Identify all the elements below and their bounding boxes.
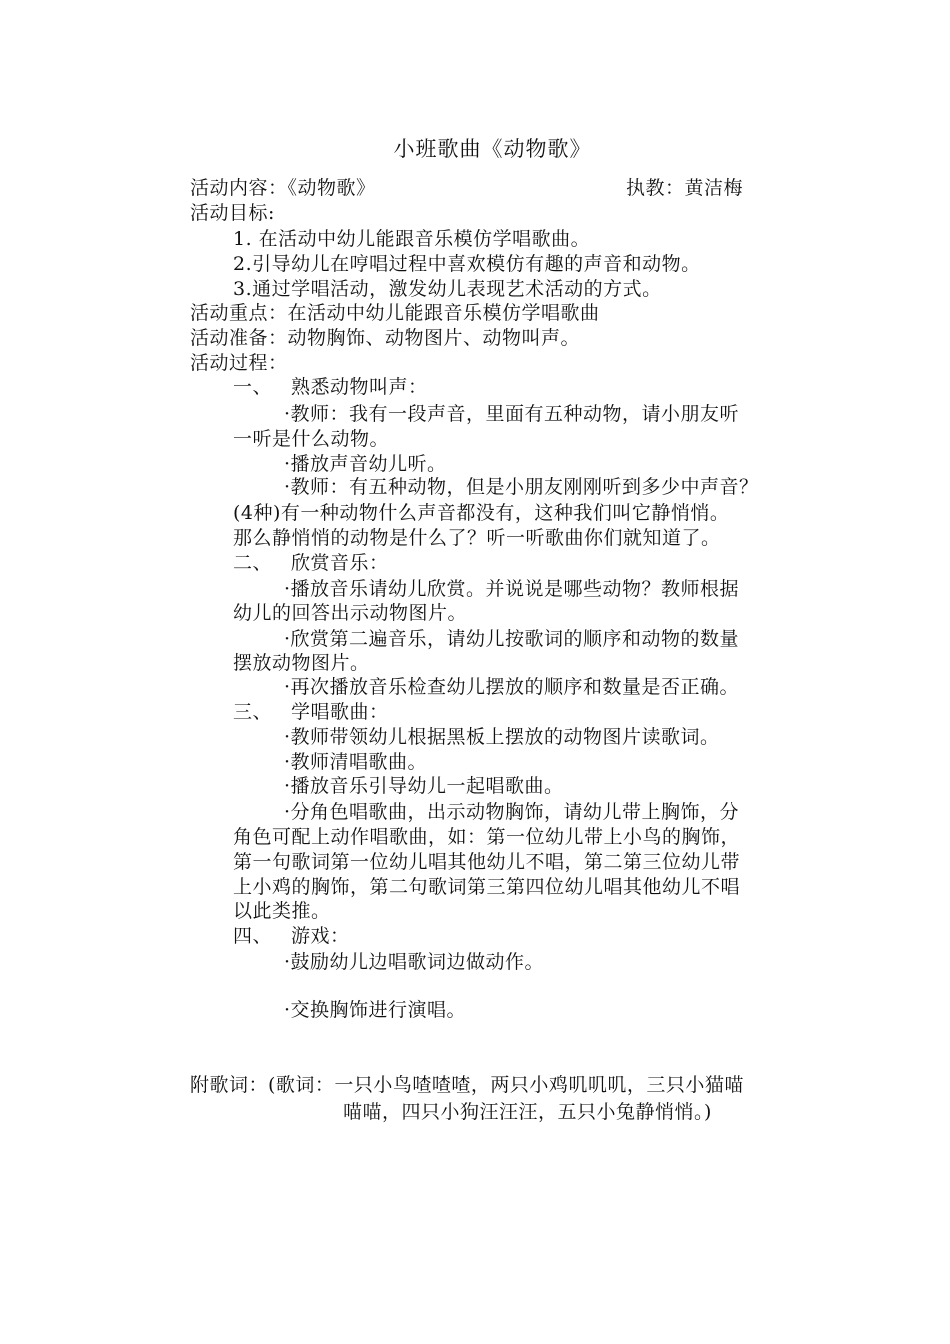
section-3-line: ·教师带领幼儿根据黑板上摆放的动物图片读歌词。 (284, 726, 720, 748)
section-3-line: ·分角色唱歌曲，出示动物胸饰，请幼儿带上胸饰，分 (284, 801, 740, 823)
lyrics-line-1: 附歌词：(歌词：一只小鸟喳喳喳，两只小鸡叽叽叽，三只小猫喵 (190, 1074, 744, 1096)
document-title: 小班歌曲《动物歌》 (393, 137, 592, 161)
section-1-line: ·教师：有五种动物，但是小朋友刚刚听到多少中声音？ (284, 476, 759, 498)
goal-item-2: 2.引导幼儿在哼唱过程中喜欢模仿有趣的声音和动物。 (233, 253, 701, 275)
activity-focus: 活动重点：在活动中幼儿能跟音乐模仿学唱歌曲 (190, 302, 600, 324)
activity-content: 活动内容：《动物歌》 (190, 177, 376, 199)
process-label: 活动过程： (190, 352, 288, 374)
section-2-line: 幼儿的回答出示动物图片。 (233, 602, 468, 624)
section-1-line: 那么静悄悄的动物是什么了？听一听歌曲你们就知道了。 (233, 527, 721, 549)
section-3-title: 学唱歌曲： (291, 701, 389, 723)
section-2-line: ·再次播放音乐检查幼儿摆放的顺序和数量是否正确。 (284, 676, 740, 698)
lyrics-line-2: 喵喵，四只小狗汪汪汪，五只小兔静悄悄。) (343, 1101, 712, 1123)
section-2-line: ·欣赏第二遍音乐，请幼儿按歌词的顺序和动物的数量 (284, 628, 740, 650)
activity-prep: 活动准备：动物胸饰、动物图片、动物叫声。 (190, 327, 581, 349)
section-1-line: ·教师：我有一段声音，里面有五种动物，请小朋友听 (284, 403, 740, 425)
goals-label: 活动目标: (190, 202, 275, 224)
section-3-line: ·教师清唱歌曲。 (284, 751, 428, 773)
section-3-line: 上小鸡的胸饰，第二句歌词第三第四位幼儿唱其他幼儿不唱 (233, 876, 741, 898)
section-4-title: 游戏： (291, 925, 350, 947)
section-2-number: 二、 (233, 552, 273, 574)
section-2-heading (233, 550, 389, 576)
section-1-line: (4种)有一种动物什么声音都没有，这种我们叫它静悄悄。 (233, 502, 730, 524)
section-4-number: 四、 (233, 925, 273, 947)
goal-item-3: 3.通过学唱活动，激发幼儿表现艺术活动的方式。 (233, 278, 662, 300)
section-3-line: 角色可配上动作唱歌曲，如：第一位幼儿带上小鸟的胸饰， (233, 826, 741, 848)
section-3-line: 第一句歌词第一位幼儿唱其他幼儿不唱，第二第三位幼儿带 (233, 851, 741, 873)
section-3-heading (233, 699, 389, 725)
section-2-title: 欣赏音乐： (291, 552, 389, 574)
goal-item-1: 1. 在活动中幼儿能跟音乐模仿学唱歌曲。 (233, 228, 591, 250)
section-3-number: 三、 (233, 701, 273, 723)
section-3-line: 以此类推。 (233, 900, 331, 922)
section-1-heading (233, 374, 428, 400)
section-4-heading (233, 923, 350, 949)
section-1-line: 一听是什么动物。 (233, 428, 390, 450)
section-1-line: ·播放声音幼儿听。 (284, 453, 447, 475)
teacher-name: 执教：黄洁梅 (626, 177, 744, 199)
section-3-line: ·播放音乐引导幼儿一起唱歌曲。 (284, 775, 564, 797)
section-4-line: ·鼓励幼儿边唱歌词边做动作。 (284, 951, 545, 973)
section-2-line: 摆放动物图片。 (233, 652, 370, 674)
section-4-line: ·交换胸饰进行演唱。 (284, 999, 467, 1021)
section-2-line: ·播放音乐请幼儿欣赏。并说说是哪些动物？教师根据 (284, 578, 740, 600)
section-1-number: 一、 (233, 376, 273, 398)
section-1-title: 熟悉动物叫声： (291, 376, 428, 398)
